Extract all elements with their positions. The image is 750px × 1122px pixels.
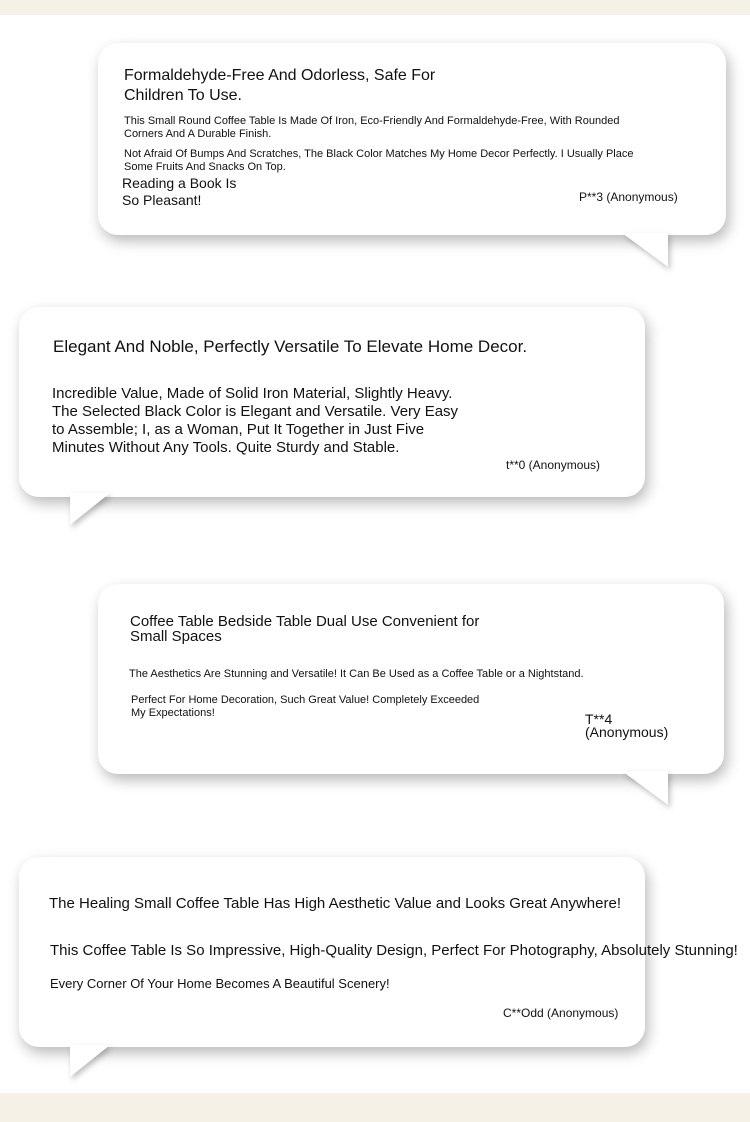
review-bubble-2-tail <box>70 493 110 525</box>
review-3-author: T**4 (Anonymous) <box>585 711 669 740</box>
review-3-paragraph-2: Perfect For Home Decoration, Such Great Value! Completely Exceeded My Expectations! <box>131 694 480 719</box>
review-1-title: Formaldehyde-Free And Odorless, Safe For Children To Use. <box>124 67 436 104</box>
review-3-paragraph-1: The Aesthetics Are Stunning and Versatile! It Can Be Used as a Coffee Table or a Nightstand. <box>129 668 584 680</box>
review-2-title: Elegant And Noble, Perfectly Versatile To Elevate Home Decor. <box>53 337 528 356</box>
review-1-author: P**3 (Anonymous) <box>579 190 678 204</box>
review-1-paragraph-1: This Small Round Coffee Table Is Made Of Iron, Eco-Friendly And Formaldehyde-Free, With Rounded Corners And A Durable Finish. <box>124 115 620 140</box>
review-3-title: Coffee Table Bedside Table Dual Use Convenient for Small Spaces <box>130 613 480 645</box>
review-4-title: The Healing Small Coffee Table Has High Aesthetic Value and Looks Great Anywhere! <box>49 895 621 912</box>
review-4-paragraph-1: This Coffee Table Is So Impressive, High-Quality Design, Perfect For Photography, Absolutely Stunning! <box>50 942 738 959</box>
review-2-paragraph-1: Incredible Value, Made of Solid Iron Material, Slightly Heavy. The Selected Black Color is Elegant and Versatile. Very Easy to Assemble; I, as a Woman, Put It Together in Just Five Minutes Without Any Tools. Quite Sturdy and Stable. <box>52 385 459 456</box>
review-2-author: t**0 (Anonymous) <box>506 458 601 472</box>
review-bubble-3-tail <box>622 771 668 805</box>
review-4-author: C**Odd (Anonymous) <box>503 1006 619 1020</box>
review-bubble-1-tail <box>622 233 668 267</box>
review-1-paragraph-2: Not Afraid Of Bumps And Scratches, The Black Color Matches My Home Decor Perfectly. I Usually Place Some Fruits And Snacks On Top. <box>124 148 634 173</box>
review-bubble-4-tail <box>70 1045 110 1077</box>
reviews-canvas <box>0 15 750 1093</box>
review-1-paragraph-3: Reading a Book Is So Pleasant! <box>122 175 237 208</box>
review-4-paragraph-2: Every Corner Of Your Home Becomes A Beautiful Scenery! <box>50 976 390 991</box>
